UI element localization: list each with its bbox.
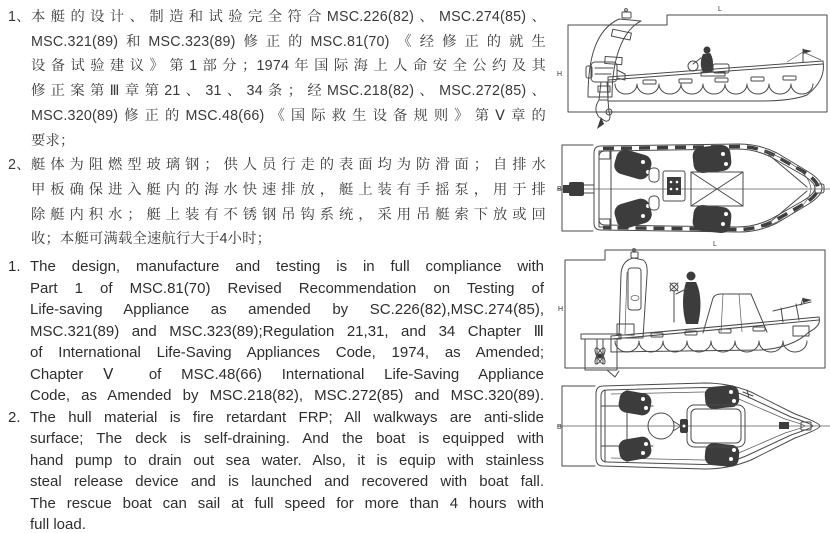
chinese-item-2: [8, 153, 546, 252]
english-item-1: [8, 256, 544, 407]
paragraph-body: [30, 256, 544, 407]
dim-label-breadth: B: [557, 424, 562, 431]
stern-arch: [588, 9, 641, 97]
dim-label-length: L: [718, 6, 722, 13]
text-line: of International Life-Saving Appliances Code, 1974, as Amended;: [30, 344, 544, 361]
text-line: MSC.321(89)和MSC.323(89)修正的MSC.81(70)《经修正的就生: [31, 33, 546, 50]
hull-profile: [611, 317, 820, 352]
text-line: 修正案第Ⅲ章第21、31、34条；经MSC.218(82)、MSC.272(85)、: [31, 83, 546, 100]
text-line: steal release device and is launched and recovered with boat fall.: [30, 473, 544, 490]
list-number: 2、: [8, 157, 31, 174]
outboard-motor: [586, 62, 625, 129]
boat-plan-view-2-drawing: [557, 378, 830, 473]
text-line: The design, manufacture and testing is in full compliance with: [30, 258, 544, 275]
text-line: surface; The deck is self-draining. And the boat is equipped with: [30, 430, 544, 447]
dim-label-breadth: B: [557, 186, 562, 193]
text-line: 要求；: [31, 132, 75, 149]
text-line: Part 1 of MSC.81(70) Revised Recommendation on Testing of: [30, 279, 544, 297]
helm-figure: [670, 272, 700, 325]
text-line: Code, as Amended by MSC.218(82), MSC.272(85) and MSC.320(89).: [30, 387, 544, 404]
text-line: 甲板确保进入艇内的海水快速排放，艇上装有手摇泵，用于排: [31, 181, 546, 198]
dim-label-height: H: [558, 306, 564, 313]
list-number: 2.: [8, 408, 21, 426]
helm-figure: [688, 47, 729, 77]
english-spec-section: [8, 256, 544, 533]
text-line: The hull material is fire retardant FRP; All walkways are anti-slide: [30, 408, 544, 426]
chinese-item-1: [8, 5, 546, 153]
list-number: 1.: [8, 258, 21, 275]
dimension-box: [557, 6, 827, 112]
text-line: full load.: [30, 516, 86, 533]
text-line: MSC.321(89) and MSC.323(89);Regulation 21,31, and 34 Chapter Ⅲ: [30, 322, 544, 340]
dim-label-height: H: [557, 71, 563, 78]
propeller-unit: [581, 334, 621, 377]
paragraph-body: [31, 5, 546, 153]
text-line: 艇体为阻燃型玻璃钢；供人员行走的表面均为防滑面；自排水: [31, 157, 546, 174]
hull-profile: [608, 61, 823, 101]
text-line: 设备试验建议》第1部分；1974年国际海上人命安全公约及其: [31, 58, 546, 75]
boat-profile-outboard-drawing: [555, 0, 830, 133]
boat-plan-view-1-drawing: [557, 138, 830, 238]
text-line: The rescue boat can sail at full speed for more than 4 hours with: [30, 494, 544, 512]
text-line: MSC.320(89)修正的MSC.48(66)《国际救生设备规则》第Ⅴ章的: [31, 107, 546, 124]
list-number: 1、: [8, 9, 31, 25]
text-line: Life-saving Appliance as amended by SC.226(82),MSC.274(85),: [30, 301, 544, 318]
paragraph-body: [31, 153, 546, 252]
dim-label-length: L: [713, 241, 717, 248]
english-item-2: [8, 407, 544, 533]
text-line: Chapter Ⅴ of MSC.48(66) International Life-Saving Appliance: [30, 365, 544, 383]
paragraph-body: [30, 407, 544, 533]
text-line: 本艇的设计、制造和试验完全符合MSC.226(82)、MSC.274(85)、: [31, 9, 546, 25]
hull-plan: [557, 383, 830, 469]
text-line: hand pump to drain out sea water. Also, it is equip with stainless: [30, 451, 544, 469]
bow-mast-flag: [787, 49, 821, 62]
stern-tower: [619, 249, 647, 338]
boat-profile-inboard-drawing: [555, 238, 830, 378]
text-line: 除艇内积水；艇上装有不锈钢吊钩系统，采用吊艇索下放或回: [31, 206, 546, 223]
chinese-spec-section: [8, 5, 546, 252]
text-line: 收；本艇可满载全速航行大于4小时；: [31, 231, 272, 248]
